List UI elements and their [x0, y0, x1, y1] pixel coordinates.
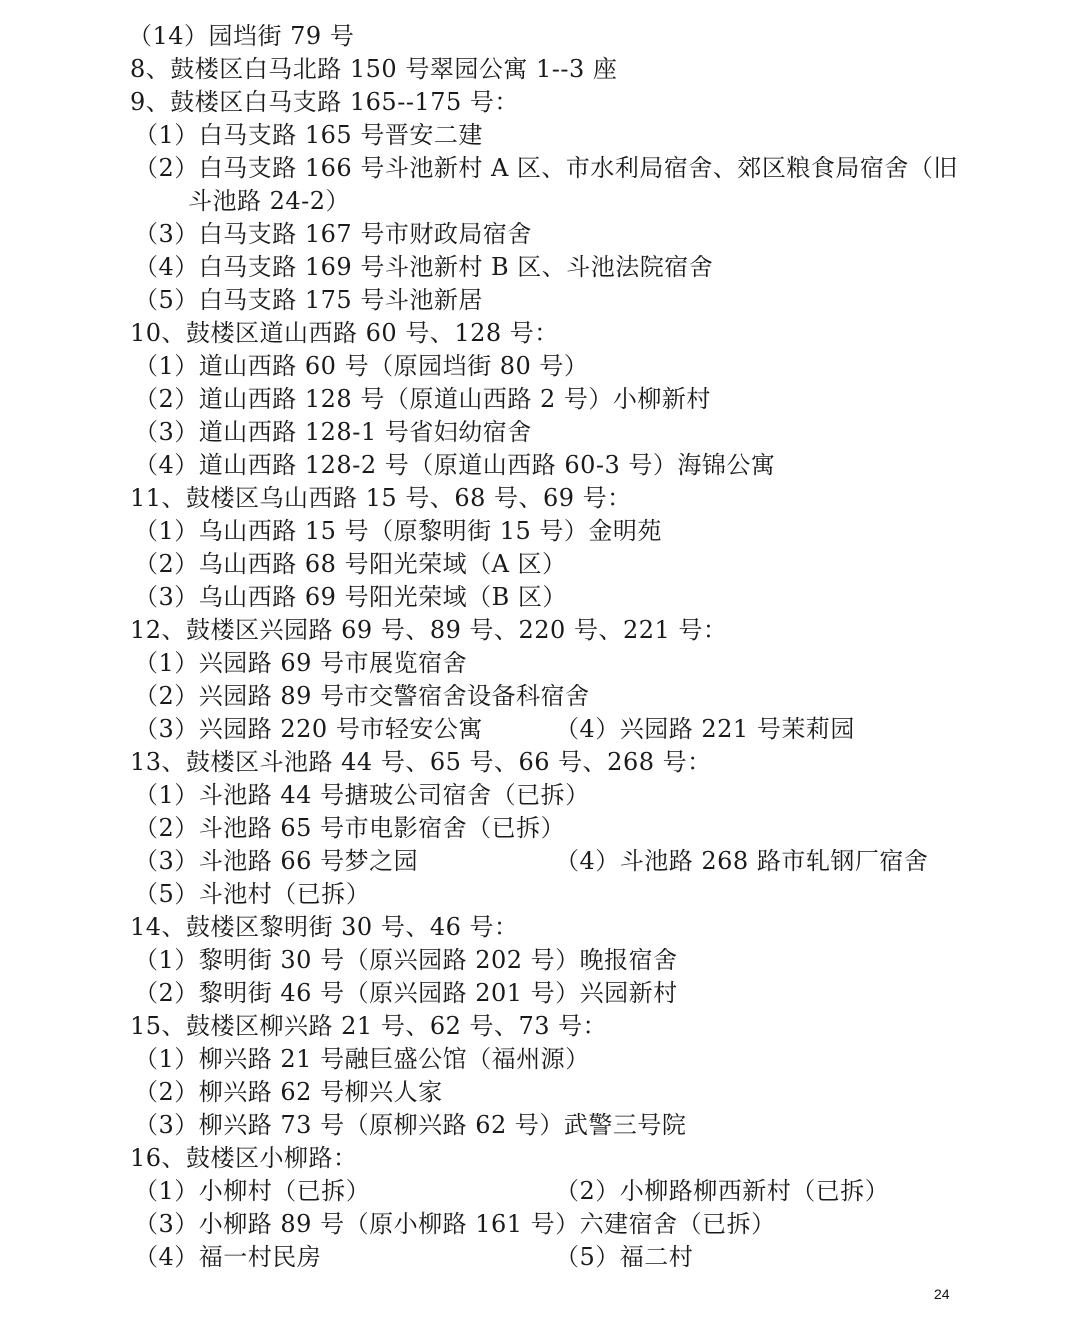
list-item: （2）小柳路柳西新村（已拆） [555, 1177, 890, 1205]
list-item: （14）园垱街 79 号 [128, 22, 355, 50]
list-item: （2）兴园路 89 号市交警宿舍设备科宿舍 [134, 682, 590, 710]
list-item: （1）斗池路 44 号搪玻公司宿舍（已拆） [134, 781, 590, 809]
list-item: （4）斗池路 268 路市轧钢厂宿舍 [555, 847, 929, 875]
list-item: （4）道山西路 128-2 号（原道山西路 60-3 号）海锦公寓 [134, 451, 776, 479]
list-item: （2）柳兴路 62 号柳兴人家 [134, 1078, 443, 1106]
list-item: （1）柳兴路 21 号融巨盛公馆（福州源） [134, 1045, 590, 1073]
list-item: （1）兴园路 69 号市展览宿舍 [134, 649, 468, 677]
list-item: （1）白马支路 165 号晋安二建 [134, 121, 483, 149]
list-item: （1）小柳村（已拆） [134, 1177, 371, 1205]
list-item: （4）福一村民房 [134, 1243, 322, 1271]
list-item: （5）福二村 [555, 1243, 694, 1271]
list-item: （2）斗池路 65 号市电影宿舍（已拆） [134, 814, 566, 842]
page-number: 24 [934, 1286, 950, 1302]
list-item: （4）白马支路 169 号斗池新村 B 区、斗池法院宿舍 [134, 253, 714, 281]
section-heading: 16、鼓楼区小柳路： [130, 1144, 358, 1172]
list-item: （5）白马支路 175 号斗池新居 [134, 286, 483, 314]
list-item: （3）兴园路 220 号市轻安公寓 [134, 715, 483, 743]
list-item: （3）斗池路 66 号梦之园 [134, 847, 419, 875]
section-heading: 11、鼓楼区乌山西路 15 号、68 号、69 号： [130, 484, 632, 512]
list-item: （2）乌山西路 68 号阳光荣域（A 区） [134, 550, 567, 578]
section-heading: 12、鼓楼区兴园路 69 号、89 号、220 号、221 号： [130, 616, 728, 644]
section-heading: 15、鼓楼区柳兴路 21 号、62 号、73 号： [130, 1012, 608, 1040]
list-item: （1）乌山西路 15 号（原黎明街 15 号）金明苑 [134, 517, 662, 545]
section-heading: 8、鼓楼区白马北路 150 号翠园公寓 1--3 座 [130, 55, 618, 83]
list-item: （2）道山西路 128 号（原道山西路 2 号）小柳新村 [134, 385, 711, 413]
section-heading: 9、鼓楼区白马支路 165--175 号： [130, 88, 519, 116]
list-item: （3）乌山西路 69 号阳光荣域（B 区） [134, 583, 567, 611]
list-item: （1）道山西路 60 号（原园垱街 80 号） [134, 352, 589, 380]
section-heading: 10、鼓楼区道山西路 60 号、128 号： [130, 319, 559, 347]
list-item: （4）兴园路 221 号茉莉园 [555, 715, 855, 743]
section-heading: 13、鼓楼区斗池路 44 号、65 号、66 号、268 号： [130, 748, 712, 776]
list-item-continuation: 斗池路 24-2） [188, 187, 351, 215]
list-item: （3）小柳路 89 号（原小柳路 161 号）六建宿舍（已拆） [134, 1210, 776, 1238]
list-item: （1）黎明街 30 号（原兴园路 202 号）晚报宿舍 [134, 946, 678, 974]
section-heading: 14、鼓楼区黎明街 30 号、46 号： [130, 913, 519, 941]
list-item: （5）斗池村（已拆） [134, 880, 371, 908]
list-item: （3）白马支路 167 号市财政局宿舍 [134, 220, 532, 248]
list-item: （3）柳兴路 73 号（原柳兴路 62 号）武警三号院 [134, 1111, 687, 1139]
list-item: （3）道山西路 128-1 号省妇幼宿舍 [134, 418, 532, 446]
list-item: （2）黎明街 46 号（原兴园路 201 号）兴园新村 [134, 979, 678, 1007]
list-item: （2）白马支路 166 号斗池新村 A 区、市水利局宿舍、郊区粮食局宿舍（旧 [134, 154, 958, 182]
